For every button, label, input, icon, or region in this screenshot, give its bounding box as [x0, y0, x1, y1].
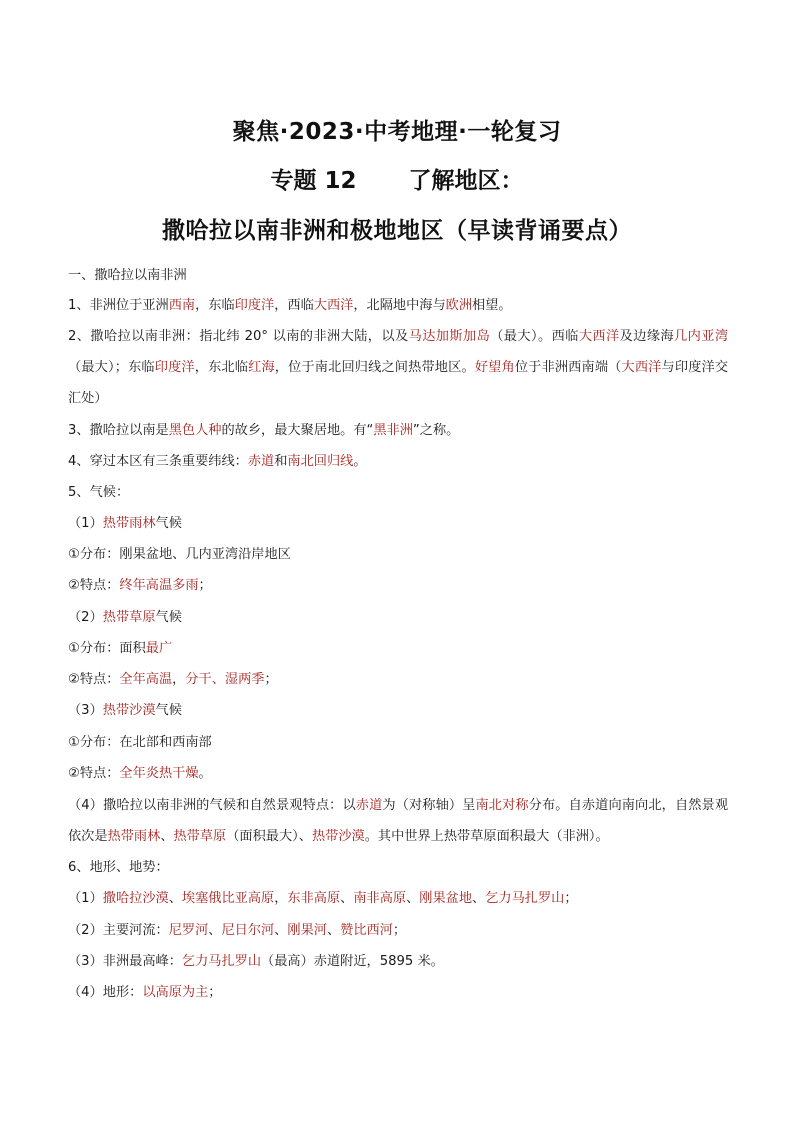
text-segment: 1、非洲位于亚洲	[68, 298, 169, 313]
text-segment: 4、穿过本区有三条重要纬线：	[68, 454, 248, 469]
key-term: 红海	[248, 360, 275, 375]
key-term: 黑非洲	[373, 423, 413, 438]
text-line	[68, 733, 728, 753]
text-segment: ②特点：	[68, 766, 120, 781]
text-line	[68, 952, 728, 972]
text-segment: ，东北临	[194, 360, 249, 375]
text-segment: 、	[160, 829, 174, 844]
key-term: 好望角	[474, 360, 515, 375]
text-line	[68, 921, 728, 941]
text-segment: ②特点：	[68, 578, 120, 593]
text-segment: ；	[208, 985, 222, 1000]
text-line	[68, 790, 728, 852]
text-segment: ，西临	[274, 298, 314, 313]
text-segment: （2）	[68, 610, 103, 625]
text-line	[68, 983, 728, 1003]
key-term: 大西洋	[621, 360, 662, 375]
text-segment: ①分布：面积	[68, 641, 146, 656]
key-term: 南北对称	[475, 798, 529, 813]
key-term: 欧洲	[445, 298, 473, 313]
text-segment: （4）地形：	[68, 985, 143, 1000]
key-term: 尼罗河	[168, 923, 209, 938]
key-term: 赞比西河	[340, 923, 393, 938]
key-term: 乞力马扎罗山	[181, 954, 262, 969]
text-segment: （3）	[68, 703, 103, 718]
text-segment: 、	[472, 891, 486, 906]
key-term: 全年高温	[119, 672, 173, 687]
key-term: 南北回归线	[287, 454, 354, 469]
text-line	[68, 514, 728, 534]
text-segment: 气候	[155, 703, 182, 718]
text-segment: 气候	[155, 516, 182, 531]
text-line	[68, 321, 728, 414]
key-term: 热带雨林	[107, 829, 161, 844]
text-line	[68, 889, 728, 909]
text-segment: 、	[208, 923, 222, 938]
text-line	[68, 639, 728, 659]
text-line	[68, 266, 728, 286]
document-title-topic	[0, 162, 794, 195]
text-segment: 5、气候：	[68, 485, 130, 500]
text-segment: ，位于南北回归线之间热带地区。	[274, 360, 475, 375]
text-segment: ；	[198, 578, 212, 593]
text-line	[68, 858, 728, 878]
text-line	[68, 452, 728, 472]
topic-name: 了解地区：	[408, 168, 524, 194]
text-segment: （最大）。西临	[490, 329, 579, 344]
text-segment: ；	[264, 672, 278, 687]
key-term: 终年高温多雨	[119, 578, 199, 593]
text-segment: 与印度洋交汇处）	[68, 360, 729, 406]
text-line	[68, 483, 728, 503]
text-line	[68, 670, 728, 690]
key-term: 全年炎热干燥	[119, 766, 199, 781]
text-segment: ②特点：	[68, 672, 120, 687]
document-title-series: 聚焦·2023·中考地理·一轮复习	[232, 119, 562, 145]
text-segment: ①分布：在北部和西南部	[68, 735, 212, 750]
text-line	[68, 608, 728, 628]
text-segment: 位于非洲西南端（	[514, 360, 622, 375]
text-segment: （3）非洲最高峰：	[68, 954, 182, 969]
key-term: 热带草原	[102, 610, 156, 625]
key-term: 热带雨林	[102, 516, 156, 531]
key-term: 乞力马扎罗山	[485, 891, 565, 906]
text-segment: ；	[564, 891, 578, 906]
text-segment: 、	[340, 891, 354, 906]
key-term: 尼日尔河	[221, 923, 275, 938]
text-segment: 为（对称轴）呈	[382, 798, 476, 813]
text-line	[68, 545, 728, 565]
text-segment: （4）撒哈拉以南非洲的气候和自然景观特点：以	[68, 798, 356, 813]
text-segment: 。其中世界上热带草原面积最大（非洲）。	[364, 829, 609, 844]
text-segment: 6、地形、地势：	[68, 860, 169, 875]
key-term: 热带草原	[173, 829, 227, 844]
text-segment: ，东临	[195, 298, 235, 313]
key-term: 分干、湿两季	[185, 672, 265, 687]
text-segment: ”之称。	[412, 423, 460, 438]
key-term: 大西洋	[313, 298, 354, 313]
text-segment: 、	[326, 923, 341, 938]
text-line	[68, 701, 728, 721]
key-term: 东非高原	[287, 891, 341, 906]
text-line	[68, 296, 728, 316]
text-segment: （面积最大）、	[226, 829, 312, 844]
key-term: 热带沙漠	[311, 829, 365, 844]
key-term: 热带沙漠	[102, 703, 156, 718]
text-segment: 相望。	[472, 298, 512, 313]
key-term: 撒哈拉沙漠	[102, 891, 169, 906]
key-term: 赤道	[355, 798, 383, 813]
text-segment: 和	[274, 454, 288, 469]
topic-number: 专题 12	[270, 168, 357, 194]
text-segment: （1）	[68, 516, 103, 531]
key-term: 黑色人种	[168, 423, 222, 438]
text-segment: 一、撒哈拉以南非洲	[68, 268, 187, 283]
key-term: 刚果河	[287, 923, 327, 938]
key-term: 刚果盆地	[419, 891, 473, 906]
text-segment: 2、撒哈拉以南非洲：指北纬 20° 以南的非洲大陆，以及	[68, 329, 409, 344]
text-segment: 、	[168, 891, 182, 906]
text-segment: 的故乡，最大聚居地。有“	[221, 423, 374, 438]
key-term: 印度洋	[154, 360, 195, 375]
text-segment: 、	[274, 923, 288, 938]
text-segment: （最大）；东临	[68, 360, 155, 375]
key-term: 南非高原	[353, 891, 407, 906]
text-segment: （最高）赤道附近，5895 米。	[261, 954, 444, 969]
text-segment: ，	[172, 672, 186, 687]
text-segment: （2）主要河流：	[68, 923, 169, 938]
text-segment: ，	[274, 891, 288, 906]
text-segment: 、	[406, 891, 420, 906]
text-line	[68, 576, 728, 596]
text-segment: 。	[353, 454, 367, 469]
text-segment: ，北隔地中海与	[353, 298, 446, 313]
key-term: 马达加斯加岛	[408, 329, 491, 344]
text-line	[68, 421, 728, 441]
key-term: 埃塞俄比亚高原	[181, 891, 275, 906]
text-segment: 分布。自赤道向南向北，自然景观依次是	[68, 798, 729, 844]
text-segment: ①分布：刚果盆地、几内亚湾沿岸地区	[68, 547, 291, 562]
text-segment: 。	[198, 766, 212, 781]
text-line	[68, 764, 728, 784]
key-term: 最广	[145, 641, 173, 656]
text-segment: 气候	[155, 610, 182, 625]
key-term: 赤道	[247, 454, 275, 469]
text-segment: 及边缘海	[619, 329, 675, 344]
text-segment: （1）	[68, 891, 103, 906]
key-term: 大西洋	[578, 329, 620, 344]
key-term: 西南	[168, 298, 196, 313]
key-term: 印度洋	[234, 298, 275, 313]
text-segment: ；	[392, 923, 407, 938]
document-title-subject: 撒哈拉以南非洲和极地地区（早读背诵要点）	[162, 218, 632, 244]
text-segment: 3、撒哈拉以南是	[68, 423, 169, 438]
key-term: 以高原为主	[142, 985, 209, 1000]
key-term: 几内亚湾	[674, 329, 729, 344]
